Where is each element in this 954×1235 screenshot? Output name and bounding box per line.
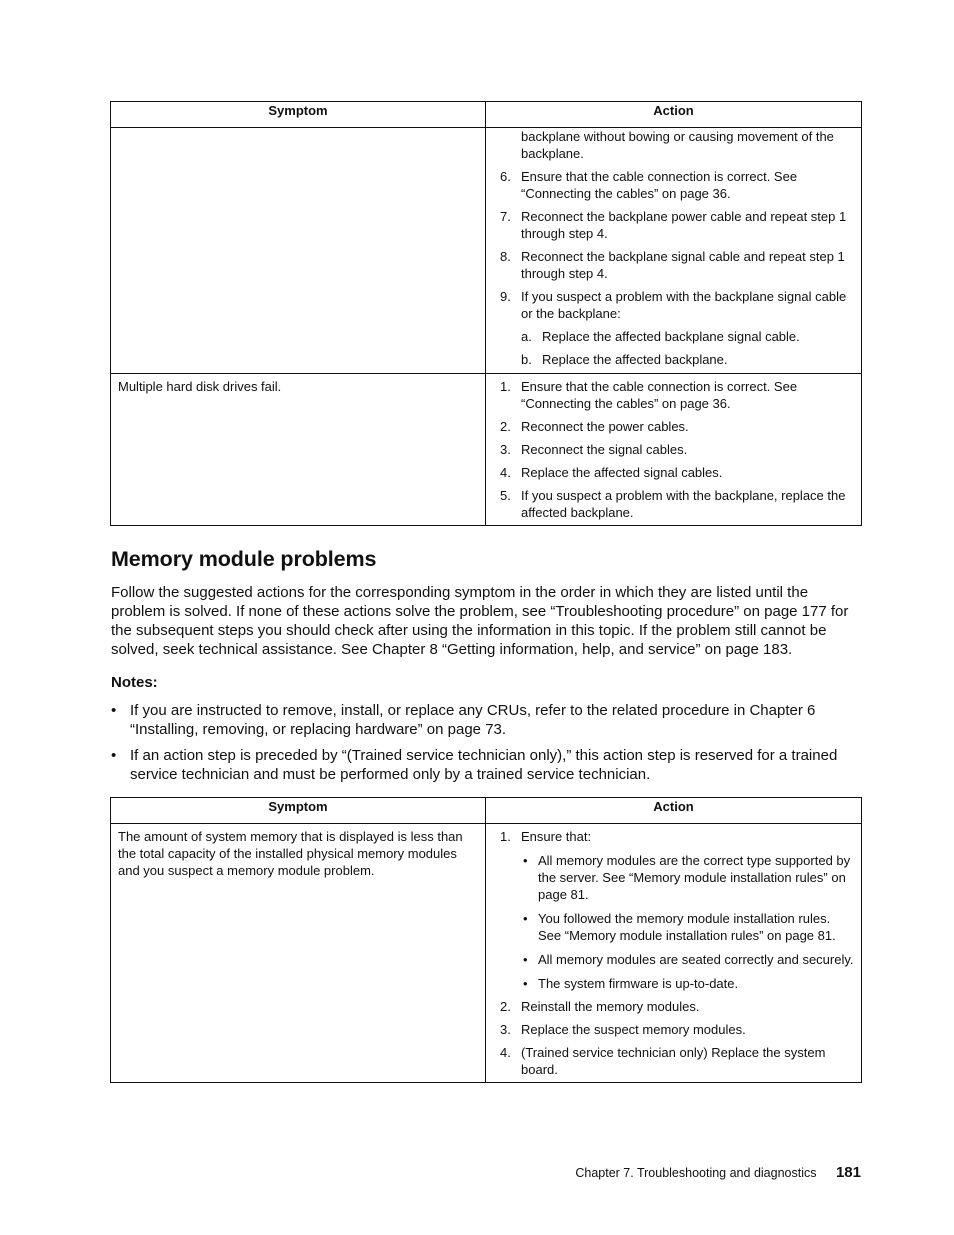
action-step: 3. Replace the suspect memory modules. <box>500 1022 746 1037</box>
action-step: 7. Reconnect the backplane power cable and repeat step 1 through step 4. <box>500 209 847 241</box>
action-step: 1. Ensure that the cable connection is correct. See “Connecting the cables” on page 36. <box>500 379 798 411</box>
bullet-icon: • <box>523 952 528 967</box>
symptom-cell <box>111 128 486 374</box>
action-bullet: • The system firmware is up-to-date. <box>523 976 739 991</box>
bullet-icon: • <box>111 702 117 719</box>
action-bullet: • All memory modules are the correct type supported by the server. See “Memory module installation rules” on page 81. <box>523 853 851 902</box>
table-row <box>111 128 862 374</box>
action-bullet: • All memory modules are seated correctly and securely. <box>523 952 854 967</box>
note-item: • If an action step is preceded by “(Trained service technician only),” this action step is reserved for a trained service technician and must be performed only by a trained service technician. <box>111 747 838 783</box>
notes-list <box>111 701 863 791</box>
action-step: 2. Reinstall the memory modules. <box>500 999 700 1014</box>
action-step <box>500 128 855 162</box>
memory-symptom-table <box>110 797 862 1083</box>
table-row <box>111 374 862 526</box>
symptom-header: Symptom <box>111 798 486 824</box>
symptom-header: Symptom <box>111 102 486 128</box>
action-header: Action <box>486 798 862 824</box>
section-title: Memory module problems <box>111 547 377 571</box>
bullet-icon: • <box>523 976 528 991</box>
note-item: • If you are instructed to remove, install, or replace any CRUs, refer to the related procedure in Chapter 6 “Installing, removing, or replacing hardware” on page 73. <box>111 702 816 738</box>
action-header: Action <box>486 102 862 128</box>
table-header-row <box>111 798 862 824</box>
table-row <box>111 824 862 1083</box>
action-step: 5. If you suspect a problem with the backplane, replace the affected backplane. <box>500 488 846 520</box>
continuation-text: backplane without bowing or causing movement of the backplane. <box>521 129 834 161</box>
action-step: 4. Replace the affected signal cables. <box>500 465 723 480</box>
bullet-icon: • <box>111 747 117 764</box>
action-substep: b. Replace the affected backplane. <box>521 352 728 367</box>
page-footer <box>575 1164 861 1181</box>
intro-paragraph: Follow the suggested actions for the corresponding symptom in the order in which they are listed until the problem is solved. If none of these actions solve the problem, see “Troubleshooting procedure” on page 177 for the subsequent steps you should check after using the information in this topic. If the problem still cannot be solved, seek technical assistance. See Chapter 8 “Getting information, help, and service” on page 183. <box>111 584 849 658</box>
action-step: 8. Reconnect the backplane signal cable and repeat step 1 through step 4. <box>500 249 845 281</box>
symptom-cell: The amount of system memory that is displayed is less than the total capacity of the installed physical memory modules and you suspect a memory module problem. <box>111 824 486 1083</box>
footer-chapter: Chapter 7. Troubleshooting and diagnostics <box>575 1166 817 1180</box>
action-step: 9. If you suspect a problem with the backplane signal cable or the backplane: a. Replace the affected backplane signal cable. b. Replace the affected backplane. <box>500 288 855 368</box>
action-bullet: • You followed the memory module installation rules. See “Memory module installation rules” on page 81. <box>523 911 836 943</box>
action-cell <box>486 128 862 374</box>
table-header-row <box>111 102 862 128</box>
notes-heading: Notes: <box>111 674 158 691</box>
page-number: 181 <box>835 1164 861 1181</box>
hard-disk-symptom-table <box>110 101 862 526</box>
symptom-cell: Multiple hard disk drives fail. <box>111 374 486 526</box>
action-cell <box>486 374 862 526</box>
action-step: 1. Ensure that: • All memory modules are the correct type supported by the server. See “Memory module installation rules” on page 81. • You followed the memory module installation rules. See “Memory module installation rules” on page 81. • All memory modules are seated correctly and securely. • The system firmware is up-to-date. <box>500 829 854 991</box>
action-step: 6. Ensure that the cable connection is correct. See “Connecting the cables” on page 36. <box>500 169 798 201</box>
action-step: 3. Reconnect the signal cables. <box>500 442 688 457</box>
action-substep: a. Replace the affected backplane signal cable. <box>521 329 800 344</box>
action-step: 2. Reconnect the power cables. <box>500 419 689 434</box>
bullet-icon: • <box>523 853 528 868</box>
bullet-icon: • <box>523 911 528 926</box>
action-cell <box>486 824 862 1083</box>
action-step: 4. (Trained service technician only) Replace the system board. <box>500 1045 826 1077</box>
